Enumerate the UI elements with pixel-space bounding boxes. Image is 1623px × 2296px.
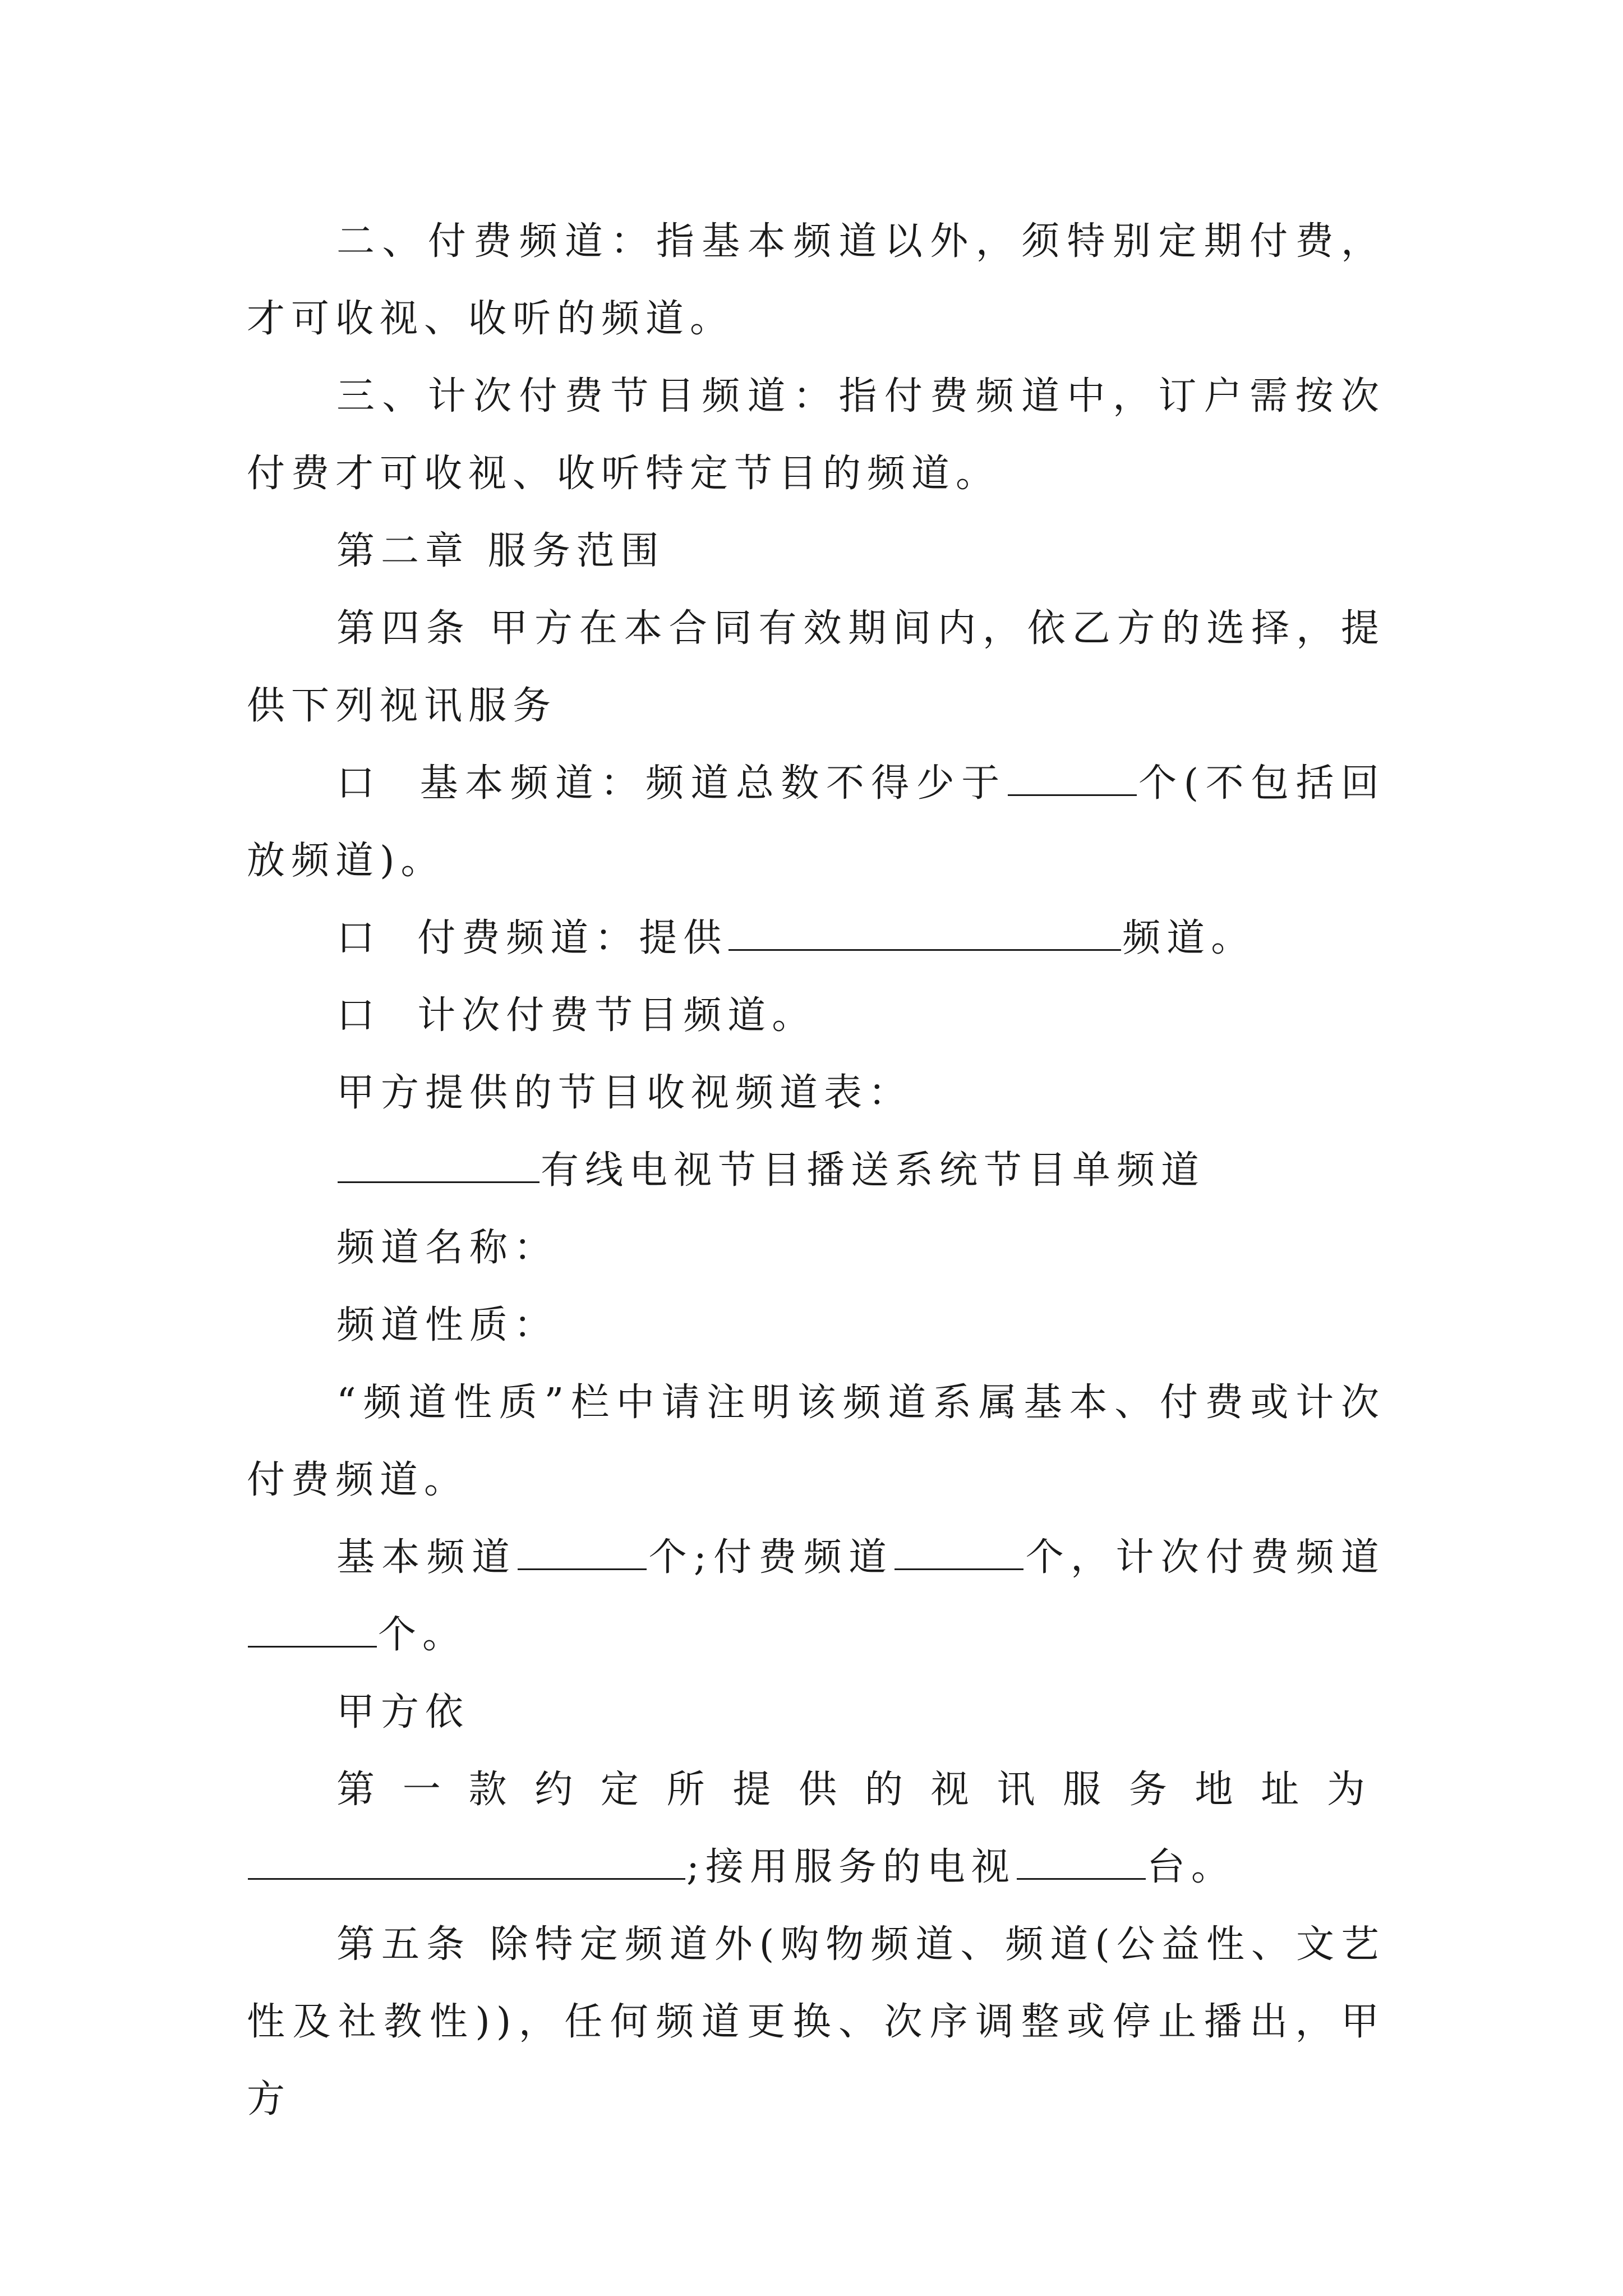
fill-blank bbox=[1008, 761, 1137, 796]
document-body bbox=[247, 203, 1385, 2138]
fill-blank bbox=[895, 1535, 1023, 1570]
fill-blank bbox=[248, 1844, 685, 1880]
paragraph-text: 个;付费频道 bbox=[648, 1535, 894, 1580]
channel-table-title bbox=[247, 1132, 1385, 1209]
paragraph-text: 三、计次付费节目频道：指付费频道中，订户需按次付费才可收视、收听特定节目的频道。 bbox=[247, 374, 1385, 496]
paragraph-ppv-channel bbox=[247, 358, 1385, 513]
party-a-according bbox=[247, 1674, 1385, 1751]
fill-blank bbox=[338, 1148, 540, 1183]
paragraph-text: ;接用服务的电视 bbox=[686, 1845, 1016, 1889]
option-text: 计次付费节目频道。 bbox=[417, 993, 817, 1038]
option-text: 付费频道：提供 bbox=[417, 916, 728, 960]
service-address-line bbox=[247, 1751, 1385, 1829]
option-ppv-channel bbox=[247, 977, 1385, 1055]
fill-blank bbox=[518, 1535, 647, 1570]
option-basic-channel bbox=[247, 745, 1385, 900]
paragraph-text: 二、付费频道：指基本频道以外，须特别定期付费，才可收视、收听的频道。 bbox=[247, 219, 1385, 341]
paragraph-text: 个，计次付费频道 bbox=[1025, 1535, 1385, 1580]
paragraph-paid-channel bbox=[247, 203, 1385, 358]
chapter-heading bbox=[247, 513, 1385, 590]
option-text: 基本频道：频道总数不得少于 bbox=[419, 761, 1007, 806]
channel-counts bbox=[247, 1519, 1385, 1674]
paragraph-text: 个。 bbox=[378, 1613, 467, 1657]
article-four bbox=[247, 590, 1385, 745]
paragraph-text: 甲方依 bbox=[336, 1690, 470, 1734]
label-text: 频道性质： bbox=[336, 1303, 559, 1347]
paragraph-text: 甲方提供的节目收视频道表： bbox=[336, 1071, 913, 1115]
option-text: 频道。 bbox=[1122, 916, 1256, 960]
paragraph-text: 第一款约定所提供的视讯服务地址为 bbox=[336, 1768, 1385, 1812]
paragraph-text: 台。 bbox=[1146, 1845, 1235, 1889]
paragraph-text: 有线电视节目播送系统节目单频道 bbox=[541, 1148, 1206, 1193]
service-address-line-cont bbox=[247, 1829, 1385, 1906]
checkbox-icon: 口 bbox=[336, 916, 381, 960]
channel-nature-label bbox=[247, 1287, 1385, 1364]
fill-blank bbox=[728, 915, 1121, 951]
checkbox-icon: 口 bbox=[336, 993, 381, 1038]
checkbox-icon: 口 bbox=[336, 761, 382, 806]
paragraph-text: 第四条 甲方在本合同有效期间内，依乙方的选择，提供下列视讯服务 bbox=[247, 606, 1385, 728]
paragraph-text: “频道性质”栏中请注明该频道系属基本、付费或计次付费频道。 bbox=[247, 1381, 1385, 1502]
option-text: 个(不包括回放频道)。 bbox=[247, 761, 1385, 883]
paragraph-text: 基本频道 bbox=[336, 1535, 517, 1580]
channel-name-label bbox=[247, 1209, 1385, 1287]
channel-nature-note bbox=[247, 1364, 1385, 1519]
heading-text: 第二章 服务范围 bbox=[336, 529, 665, 573]
article-five bbox=[247, 1906, 1385, 2138]
label-text: 频道名称： bbox=[336, 1226, 559, 1270]
fill-blank bbox=[248, 1612, 377, 1648]
option-paid-channel bbox=[247, 900, 1385, 977]
channel-table-intro bbox=[247, 1055, 1385, 1132]
fill-blank bbox=[1017, 1844, 1146, 1880]
paragraph-text: 第五条 除特定频道外(购物频道、频道(公益性、文艺性及社教性))，任何频道更换、次序调整或停止播出，甲方 bbox=[247, 1922, 1385, 2122]
